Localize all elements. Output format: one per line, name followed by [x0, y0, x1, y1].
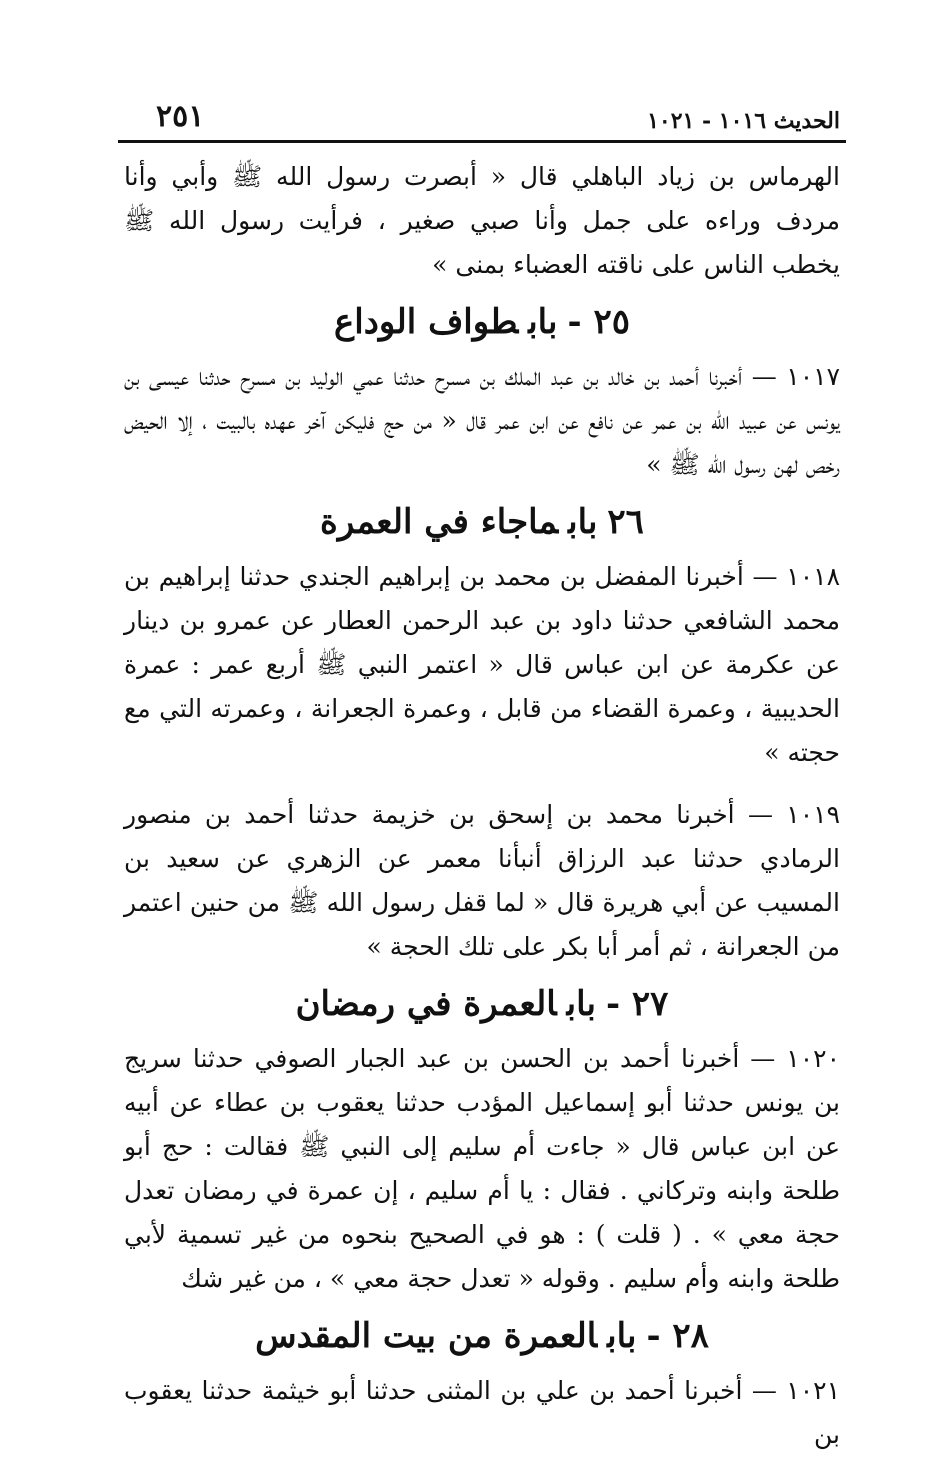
page-number: ٢٥١ [156, 99, 205, 134]
chapter-label: باب [566, 984, 596, 1024]
chapter-number: ٢٥ - [567, 302, 630, 342]
chapter-number: ٢٦ [607, 502, 644, 542]
paragraph-continuation: الهرماس بن زياد الباهلي قال « أبصرت رسول الله ﷺ وأبي وأنا مردف وراءه على جمل وأنا صبي صغير ، فرأيت رسول الله ﷺ يخطب الناس على ناقته العضباء بمنى » [124, 162, 840, 279]
chapter-title: ماجاء في العمرة [320, 502, 559, 542]
hadith-1017: ١٠١٧ — أخبرنا أحمد بن خالد بن عبد الملك بن مسرح حدثنا عمي الوليد بن مسرح حدثنا عيسى بن يونس عن عبيد الله بن عمر عن نافع عن ابن عمر قال « من حج فليكن آخر عهده بالبيت ، إلا الحيض رخص لهن رسول الله ﷺ » [124, 362, 840, 479]
chapter-heading-26 [118, 493, 846, 551]
chapter-title: طواف الوداع [333, 302, 519, 342]
paragraph-gap [118, 775, 846, 793]
chapter-label: باب [568, 502, 598, 542]
chapter-heading-25 [118, 293, 846, 351]
hadith-1019: ١٠١٩ — أخبرنا محمد بن إسحق بن خزيمة حدثنا أحمد بن منصور الرمادي حدثنا عبد الرزاق أنبأنا معمر عن الزهري عن سعيد بن المسيب عن أبي هريرة قال « لما قفل رسول الله ﷺ من حنين اعتمر من الجعرانة ، ثم أمر أبا بكر على تلك الحجة » [124, 800, 840, 961]
chapter-number: ٢٨ - [646, 1316, 709, 1356]
hadith-1018: ١٠١٨ — أخبرنا المفضل بن محمد بن إبراهيم الجندي حدثنا إبراهيم بن محمد الشافعي حدثنا داود بن عبد الرحمن العطار عن عمرو بن دينار عن عكرمة عن ابن عباس قال « اعتمر النبي ﷺ أربع عمر : عمرة الحديبية ، وعمرة القضاء من قابل ، وعمرة الجعرانة ، وعمرته التي مع حجته » [124, 562, 840, 767]
chapter-title: العمرة في رمضان [295, 984, 557, 1024]
running-head: الحديث ١٠١٦ - ١٠٢١ [647, 108, 840, 134]
book-page [118, 90, 846, 1457]
chapter-label: باب [607, 1316, 637, 1356]
chapter-number: ٢٧ - [605, 984, 669, 1024]
chapter-heading-28 [118, 1307, 846, 1365]
chapter-label: باب [528, 302, 558, 342]
page-header [118, 90, 846, 143]
chapter-heading-27 [118, 975, 846, 1033]
hadith-1021: ١٠٢١ — أخبرنا أحمد بن علي بن المثنى حدثنا أبو خيثمة حدثنا يعقوب بن [124, 1376, 840, 1449]
chapter-title: العمرة من بيت المقدس [255, 1316, 598, 1356]
hadith-1020: ١٠٢٠ — أخبرنا أحمد بن الحسن بن عبد الجبار الصوفي حدثنا سريج بن يونس حدثنا أبو إسماعيل المؤدب حدثنا يعقوب بن عطاء عن أبيه عن ابن عباس قال « جاءت أم سليم إلى النبي ﷺ فقالت : حج أبو طلحة وابنه وتركاني . فقال : يا أم سليم ، إن عمرة في رمضان تعدل حجة معي » . ( قلت ) : هو في الصحيح بنحوه من غير تسمية لأبي طلحة وابنه وأم سليم . وقوله « تعدل حجة معي » ، من غير شك [124, 1044, 840, 1293]
